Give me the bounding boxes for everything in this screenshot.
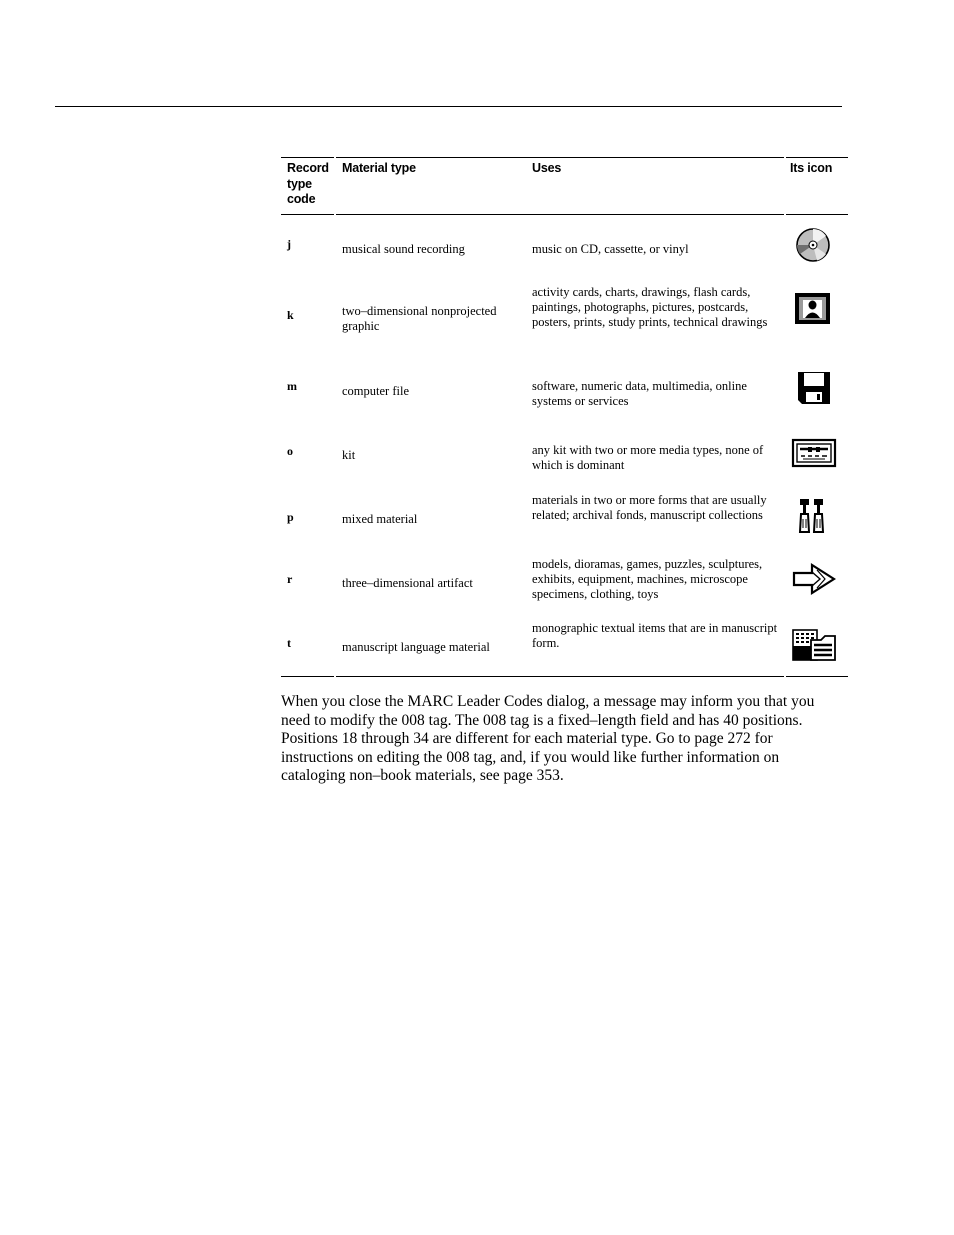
- table-header: [281, 157, 848, 215]
- row-material: mixed material: [342, 512, 418, 526]
- body-paragraph: When you close the MARC Leader Codes dialog, a message may inform you that you need to modify the 008 tag. The 008 tag is a fixed–length field and has 40 positions. Positions 18 through 34 are different for each material type. Go to page 272 for instructions on editing the 008 tag, and, if you would like further information on cataloging non–book materials, see page 353.: [281, 693, 815, 785]
- header-material: Material type: [342, 161, 416, 175]
- row-material: two–dimensional nonprojected graphic: [342, 304, 497, 333]
- row-material: musical sound recording: [342, 242, 465, 256]
- row-uses: software, numeric data, multimedia, online systems or services: [532, 379, 747, 408]
- header-uses: Uses: [532, 161, 562, 175]
- row-uses: music on CD, cassette, or vinyl: [532, 242, 689, 256]
- table-bottom-rule: [336, 676, 784, 677]
- row-uses: any kit with two or more media types, none of which is dominant: [532, 443, 764, 472]
- table-bottom-rule: [786, 676, 848, 677]
- row-uses: models, dioramas, games, puzzles, sculptures, exhibits, equipment, machines, microscope specimens, clothing, toys: [532, 557, 763, 601]
- row-code: p: [287, 510, 294, 524]
- header-rule: [55, 106, 842, 107]
- header-bottom-rule: [281, 214, 334, 215]
- floppy-disk-icon: [796, 370, 840, 410]
- row-code: t: [287, 636, 291, 650]
- row-code: r: [287, 572, 293, 586]
- header-bottom-rule: [786, 214, 848, 215]
- header-code: Record type code: [287, 161, 329, 206]
- manuscript-icon: [791, 627, 835, 667]
- row-code: j: [287, 237, 291, 251]
- mixed-material-icon: [797, 498, 841, 538]
- table-bottom-rule: [281, 676, 334, 677]
- header-bottom-rule: [336, 214, 784, 215]
- row-material: computer file: [342, 384, 409, 398]
- kit-box-icon: [791, 437, 835, 477]
- row-uses: activity cards, charts, drawings, flash cards, paintings, photographs, pictures, postcards, posters, prints, study prints, technical drawings: [532, 285, 768, 329]
- row-uses: materials in two or more forms that are usually related; archival fonds, manuscript collections: [532, 493, 767, 522]
- row-code: m: [287, 379, 297, 393]
- row-uses: monographic textual items that are in manuscript form.: [532, 621, 778, 650]
- row-code: o: [287, 444, 293, 458]
- compact-disc-icon: [795, 227, 839, 267]
- row-material: kit: [342, 448, 356, 462]
- row-material: three–dimensional artifact: [342, 576, 473, 590]
- header-icon: Its icon: [790, 161, 833, 175]
- row-material: manuscript language material: [342, 640, 490, 654]
- artifact-arrow-icon: [792, 562, 836, 602]
- row-code: k: [287, 308, 294, 322]
- framed-picture-icon: [794, 291, 838, 331]
